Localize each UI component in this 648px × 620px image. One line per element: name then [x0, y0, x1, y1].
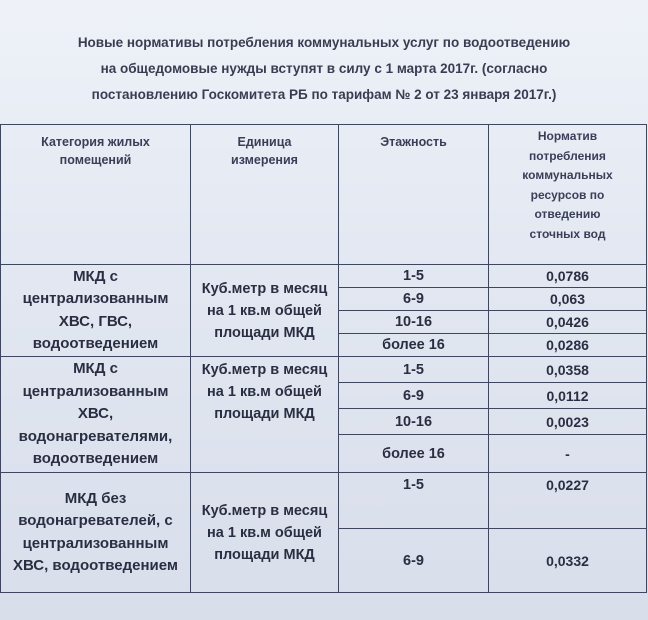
group-2-category: МКД с централизованным ХВС, водонагревателями, водоотведением — [1, 357, 191, 473]
header-category: Категория жилых помещений — [1, 125, 191, 265]
table-row — [1, 357, 647, 383]
group-2-row-1-floors: 1-5 — [339, 357, 489, 383]
group-2-row-1-norm: 0,0358 — [489, 357, 647, 383]
group-1-category: МКД с централизованным ХВС, ГВС, водоотведением — [1, 265, 191, 357]
group-2-row-3-floors: 10-16 — [339, 409, 489, 435]
group-1-row-3-norm: 0,0426 — [489, 311, 647, 334]
table-row — [1, 265, 647, 288]
header-floors: Этажность — [339, 125, 489, 265]
group-3-row-2-norm: 0,0332 — [489, 529, 647, 593]
header-row — [1, 125, 647, 265]
document-title — [0, 30, 648, 108]
group-3-category: МКД без водонагревателей, с централизованным ХВС, водоотведением — [1, 473, 191, 593]
title-line-3: постановлению Госкомитета РБ по тарифам № 2 от 23 января 2017г.) — [91, 87, 557, 102]
header-unit: Единица измерения — [191, 125, 339, 265]
group-3-row-1-norm: 0,0227 — [489, 473, 647, 529]
group-3-row-2-floors: 6-9 — [339, 529, 489, 593]
table-row — [1, 473, 647, 529]
group-1-unit: Куб.метр в месяц на 1 кв.м общей площади МКД — [191, 265, 339, 357]
group-2-row-3-norm: 0,0023 — [489, 409, 647, 435]
group-1-row-4-floors: более 16 — [339, 334, 489, 357]
group-2-unit: Куб.метр в месяц на 1 кв.м общей площади МКД — [191, 357, 339, 473]
group-3-row-1-floors: 1-5 — [339, 473, 489, 529]
title-line-2: на общедомовые нужды вступят в силу с 1 марта 2017г. (согласно — [100, 61, 548, 76]
group-1-row-3-floors: 10-16 — [339, 311, 489, 334]
group-1-row-2-norm: 0,063 — [489, 288, 647, 311]
group-3-unit: Куб.метр в месяц на 1 кв.м общей площади МКД — [191, 473, 339, 593]
norms-table — [0, 124, 647, 593]
group-1-row-2-floors: 6-9 — [339, 288, 489, 311]
group-2-row-4-floors: более 16 — [339, 435, 489, 473]
title-line-1: Новые нормативы потребления коммунальных услуг по водоотведению — [77, 35, 571, 50]
group-2-row-4-norm: - — [489, 435, 647, 473]
group-1-row-1-norm: 0,0786 — [489, 265, 647, 288]
header-norm: Норматив потребления коммунальных ресурсов по отведению сточных вод — [489, 125, 647, 265]
group-1-row-4-norm: 0,0286 — [489, 334, 647, 357]
group-2-row-2-floors: 6-9 — [339, 383, 489, 409]
group-2-row-2-norm: 0,0112 — [489, 383, 647, 409]
group-1-row-1-floors: 1-5 — [339, 265, 489, 288]
